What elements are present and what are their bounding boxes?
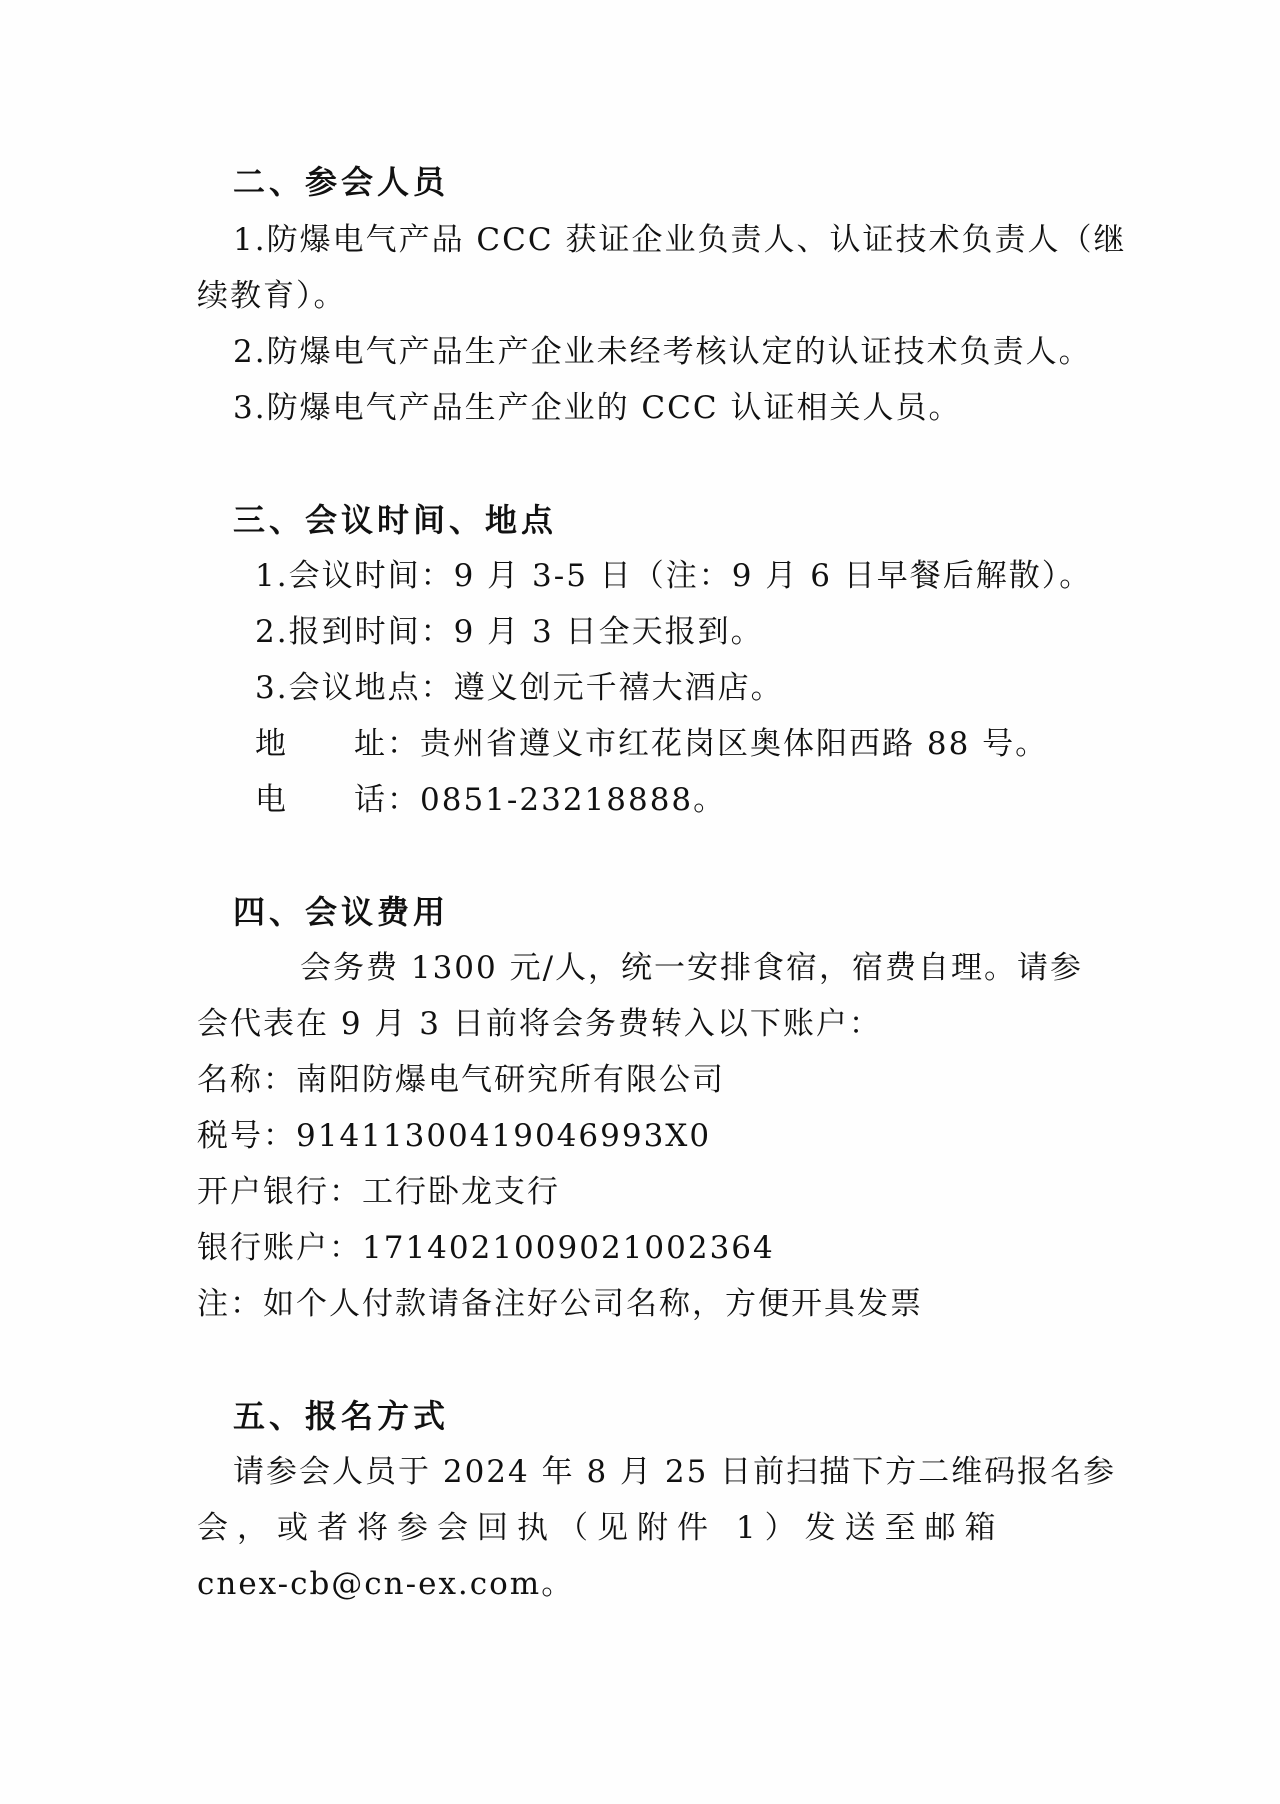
phone-line — [255, 778, 726, 822]
fee-paragraph-line-2: 会代表在 9 月 3 日前将会务费转入以下账户： — [197, 1006, 882, 1042]
section-3-heading: 三、会议时间、地点 — [233, 501, 558, 539]
section-3-item-1: 1.会议时间：9 月 3-5 日（注：9 月 6 日早餐后解散）。 — [255, 558, 1093, 594]
address-value: 贵州省遵义市红花岗区奥体阳西路 88 号。 — [420, 726, 1049, 762]
bank-name: 开户银行：工行卧龙支行 — [197, 1174, 560, 1210]
payment-note: 注：如个人付款请备注好公司名称，方便开具发票 — [197, 1286, 923, 1322]
section-3-item-3: 3.会议地点：遵义创元千禧大酒店。 — [255, 670, 784, 706]
section-4-heading: 四、会议费用 — [233, 893, 450, 931]
address-line — [255, 722, 1048, 766]
registration-email: cnex-cb@cn-ex.com。 — [197, 1566, 575, 1602]
section-2-heading: 二、参会人员 — [233, 163, 450, 201]
registration-paragraph-line-2: 会，或者将参会回执（见附件 1）发送至邮箱 — [197, 1510, 1005, 1546]
section-2-item-2: 2.防爆电气产品生产企业未经考核认定的认证技术负责人。 — [233, 334, 1092, 370]
fee-paragraph-line-1: 会务费 1300 元/人，统一安排食宿，宿费自理。请参 — [300, 950, 1084, 986]
phone-label: 电 话： — [255, 782, 420, 818]
section-2-item-3: 3.防爆电气产品生产企业的 CCC 认证相关人员。 — [233, 390, 962, 426]
phone-value: 0851-23218888。 — [420, 782, 727, 818]
account-name: 名称：南阳防爆电气研究所有限公司 — [197, 1062, 725, 1098]
address-label: 地 址： — [255, 726, 420, 762]
bank-account: 银行账户：1714021009021002364 — [197, 1230, 775, 1266]
section-2-item-1-line-1: 1.防爆电气产品 CCC 获证企业负责人、认证技术负责人（继 — [233, 222, 1127, 258]
registration-paragraph-line-1: 请参会人员于 2024 年 8 月 25 日前扫描下方二维码报名参 — [233, 1454, 1117, 1490]
section-3-item-2: 2.报到时间：9 月 3 日全天报到。 — [255, 614, 764, 650]
section-5-heading: 五、报名方式 — [233, 1397, 450, 1435]
section-2-item-1-line-2: 续教育）。 — [197, 278, 347, 314]
tax-id: 税号：91411300419046993X0 — [197, 1118, 712, 1154]
